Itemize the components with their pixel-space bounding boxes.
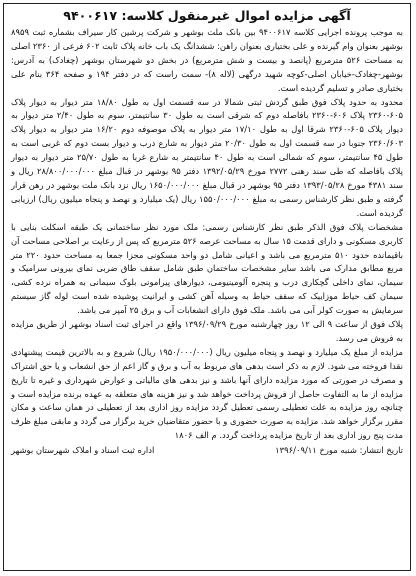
paragraph-auction-terms: مزایده از مبلغ یک میلیارد و نهصد و پنجاه میلیون ریال (۱۹۵۰/۰۰۰/۰۰۰ ریال) شروع و به بالاترین قیمت پیشنهادی نقدا فروخته می شود. لازم به ذکر است بدهی های مربوط به آب و برق و گاز اعم از حق انشعاب و یا حق اشتراک و مصرف در صورتی که مورد مزایده دارای آنها باشد و نیز بدهی های مالیاتی و عوارض شهرداری و غیره تا تاریخ مزایده از ما به التفاوت حاصل از فروش پرداخت خواهد شد و نیز هزینه های متعلقه به عهده برنده مزایده است و چنانچه روز مزایده به علت تعطیلی رسمی تعطیل گردد مزایده روز اداری بعد از تعطیلی در همان ساعت و مکان مقرر برگزار خواهد شد. مزایده به صورت حضوری و با حضور متقاضیان خرید برگزار می گردد و مابقی مبلغ ظرف مدت پنج روز اداری بعد از تاریخ مزایده پرداخت گردد. م الف ۱۸۰۶ — [11, 346, 403, 441]
notice-frame — [3, 3, 411, 571]
paragraph-intro: به موجب پرونده اجرایی کلاسه ۹۴۰۰۶۱۷ بین بانک ملت بوشهر و شرکت پرشین کار سیراف بشماره ثبت ۸۹۵۹ بوشهر بعنوان وام گیرنده و علی بختیاری بعنوان راهن: ششدانگ یک باب خانه پلاک ثابت ۶۰۲ فرعی از ۲۳۶۰ اصلی به مساحت ۵۲۶ مترمربع (پانصد و بیست و شش مترمربع) در بخش دو شهرستان بوشهر (چغادک) به آدرس: بوشهر-چغادک-خیابان اصلی-کوچه شهید درگهی (لاله ۸)- سمت راست که در دفتر ۱۹۴ و صفحه ۳۶۴ بنام علی بختیاری صادر و تسلیم گردیده است. — [11, 27, 403, 93]
notice-title: آگهی مزایده اموال غیرمنقول کلاسه: ۹۴۰۰۶۱۷ — [63, 8, 351, 23]
paragraph-auction-time: پلاک فوق از ساعت ۹ الی ۱۲ روز چهارشنبه مورخ ۱۳۹۶/۰۹/۲۹ واقع در اجرای ثبت اسناد بوشهر از طریق مزایده به فروش می رسد. — [11, 319, 403, 343]
issuing-office: اداره ثبت اسناد و املاک شهرستان بوشهر — [11, 445, 155, 456]
paragraph-specifications: مشخصات پلاک فوق الذکر طبق نظر کارشناس رسمی: ملک مورد نظر ساختمانی یک طبقه اسکلت بنایی با کاربری مسکونی و دارای قدمت ۱۵ سال به مساحت عرصه ۵۲۶ مترمربع که پس از رعایت بر اصلاحی مساحت آن باقیمانده حدود ۵۱۰ مترمربع می باشد و اعیانی شامل دو واحد مسکونی مجزا جمعا به مساحت حدود ۲۲۰ متر مربع مطابق مدارک می باشد سایر مشخصات ساختمان طبق شامل سقف طاق ضربی نمای بیرونی سرامیک و سیمان، نمای داخلی گچکاری درب و پنجره آلومینیومی، دیوارهای پیرامونی بلوک سیمانی به همراه نرده کشی، سیمان کف حیاط موزاییک که سقف حیاط به وسیله آهن کشی و ایرانیت پوشیده شده است لوله گاز سیستم سرمایش به صورت کولر آبی می باشد. ملک فوق دارای انشعابات آب و برق ۲۵ آمپر می باشد. — [11, 221, 404, 316]
paragraph-boundaries: محدود به حدود پلاک فوق طبق گردش ثبتی شمالا در سه قسمت اول به طول ۱۸/۸۰ متر دیوار به دیوار پلاک ۶۰۵-۲۳۶۰ پلاک ۶۰۶-۲۳۶۰ بافاصله دوم که شرقی است به طول ۳۰ سانتیمتر، سوم به طول ۲/۴۰ متر دیوار به دیوار پلاک ۶۰۵-۲۳۶۰ شرقا اول به طول ۱۷/۱۰ متر دیوار به پلاک موصوفه دوم ۱۶/۲۰ متر دیوار به دیوار پلاک ۲۳۶۰/۶۰۳ جنوبا در سه قسمت اول به طول ۲۰/۳۰ متر دیوار به شارع درب و دیوار بست دوم که غربی است به طول ۴۵ سانتیمتر، سوم که شمالی است به طول ۴۰ سانتیمتر به شارع غربا به طول ۲۵/۷۰ متر دیوار به دیوار پلاک بافاصله که طی سند رهنی ۲۷۷۲ مورخ ۱۳۹۲/۰۵/۲۹ دفتر ۹۵ بوشهر در قبال مبلغ ۲۸/۸۰۰/۰۰۰/۰۰۰ ریال و سند ۴۳۸۱ مورخ ۱۳۹۳/۰۵/۲۸ دفتر ۹۵ بوشهر در قبال مبلغ ۱۶۵۰/۰۰۰/۰۰۰ ریال نزد بانک ملت بوشهر در رهن قرار گرفته و طبق نظر کارشناس رسمی به مبلغ ۱۵۵۰/۰۰۰/۰۰۰ ریال (یک میلیارد و نهصد و پنجاه میلیون ریال) ارزیابی گردیده است. — [11, 96, 403, 218]
notice-footer — [11, 444, 403, 458]
publish-date: تاریخ انتشار: شنبه مورخ ۱۳۹۶/۰۹/۱۱ — [275, 445, 403, 456]
